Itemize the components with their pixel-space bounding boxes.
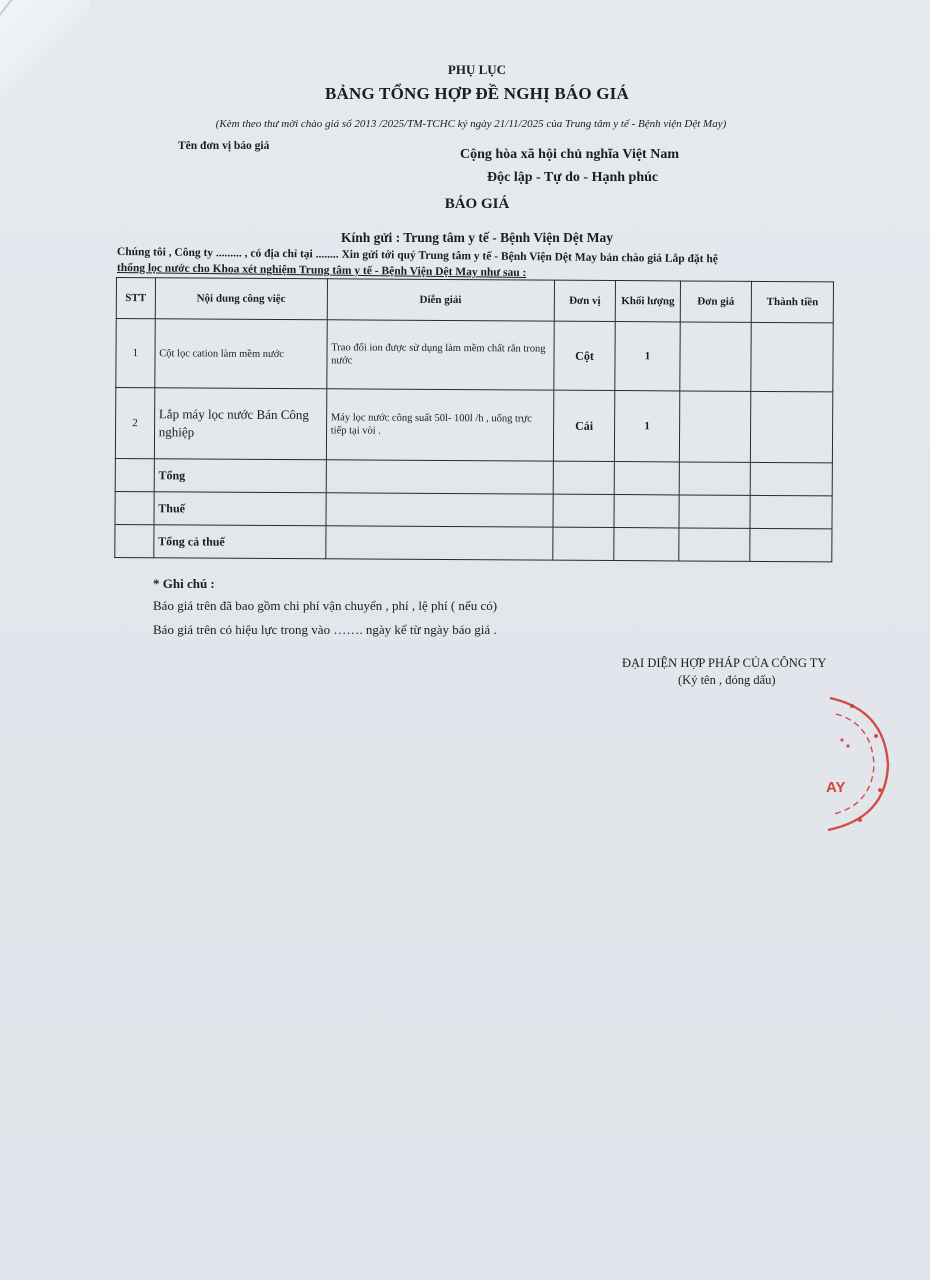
intro-line-2: thống lọc nước cho Khoa xét nghiệm Trung tâm y tế - Bệnh Viện Dệt May như sau : <box>116 262 527 280</box>
quotation-heading: BÁO GIÁ <box>444 196 510 212</box>
quotation-table <box>114 277 834 562</box>
summary-row-total <box>115 458 832 495</box>
cell-content: Cột lọc cation làm mềm nước <box>155 319 327 389</box>
national-title: Cộng hòa xã hội chủ nghĩa Việt Nam <box>460 147 679 162</box>
reference-line: (Kèm theo thư mời chào giá số 2013 /2025/TM-TCHC ký ngày 21/11/2025 của Trung tâm y tế - Bệnh viện Dệt May) <box>215 118 727 130</box>
recipient-line: Kính gửi : Trung tâm y tế - Bệnh Viện Dệt May <box>341 230 613 245</box>
stamp-inner-arc <box>834 714 874 814</box>
summary-label-total-with-tax: Tổng cả thuế <box>154 525 326 559</box>
col-header-total: Thành tiền <box>752 281 834 322</box>
col-header-stt: STT <box>116 278 155 319</box>
cell-unit: Cái <box>553 390 615 461</box>
table-row <box>115 388 832 463</box>
cell-stt: 1 <box>116 319 155 388</box>
national-motto: Độc lập - Tự do - Hạnh phúc <box>487 170 659 185</box>
col-header-unit-price: Đơn giá <box>680 281 752 322</box>
quoting-unit-label: Tên đơn vị báo giá <box>178 140 270 152</box>
intro-line-1: Chúng tôi , Công ty ......... , có địa chỉ tại ........ Xin gửi tới quý Trung tâm y tế - Bệnh Viện Dệt May bản chào giá Lắp đặt hệ <box>116 246 718 266</box>
summary-row-total-with-tax <box>115 524 832 561</box>
cell-description: Máy lọc nước công suất 50l- 100l /h , uống trực tiếp tại vòi . <box>326 389 553 461</box>
cell-total <box>751 391 833 462</box>
cell-description: Trao đổi ion được sử dụng làm mềm chất rắn trong nước <box>327 320 554 390</box>
col-header-quantity: Khối lượng <box>616 281 680 322</box>
cell-total <box>751 322 833 391</box>
table-row <box>116 319 833 392</box>
table-header-row <box>116 278 833 323</box>
cell-quantity: 1 <box>615 322 680 391</box>
note-line-1: Báo giá trên đã bao gồm chi phí vận chuyển , phí , lệ phí ( nếu có) <box>153 598 498 613</box>
cell-stt: 2 <box>115 388 154 459</box>
stamp-outer-arc <box>828 698 888 830</box>
col-header-description: Diễn giải <box>327 279 554 321</box>
stamp-text: AY <box>826 779 846 796</box>
cell-unit-price <box>679 322 751 391</box>
cell-unit-price <box>679 391 751 462</box>
cell-quantity: 1 <box>615 391 680 462</box>
signature-title: ĐẠI DIỆN HỢP PHÁP CỦA CÔNG TY <box>622 656 827 670</box>
col-header-unit: Đơn vị <box>554 280 616 321</box>
cell-content: Lắp máy lọc nước Bán Công nghiệp <box>154 388 326 460</box>
summary-row-tax <box>115 491 832 528</box>
appendix-label: PHỤ LỤC <box>447 62 507 77</box>
summary-label-tax: Thuế <box>154 492 326 526</box>
col-header-content: Nội dung công việc <box>155 278 327 320</box>
note-line-2: Báo giá trên có hiệu lực trong vào ……. ngày kể từ ngày báo giá . <box>153 622 497 637</box>
signature-subtitle: (Ký tên , đóng dấu) <box>678 673 776 687</box>
company-stamp <box>790 690 900 840</box>
cell-unit: Cột <box>553 321 615 390</box>
summary-label-total: Tổng <box>154 459 326 493</box>
document-title: BẢNG TỔNG HỢP ĐỀ NGHỊ BÁO GIÁ <box>325 84 629 103</box>
notes-title: * Ghi chú : <box>153 576 215 591</box>
